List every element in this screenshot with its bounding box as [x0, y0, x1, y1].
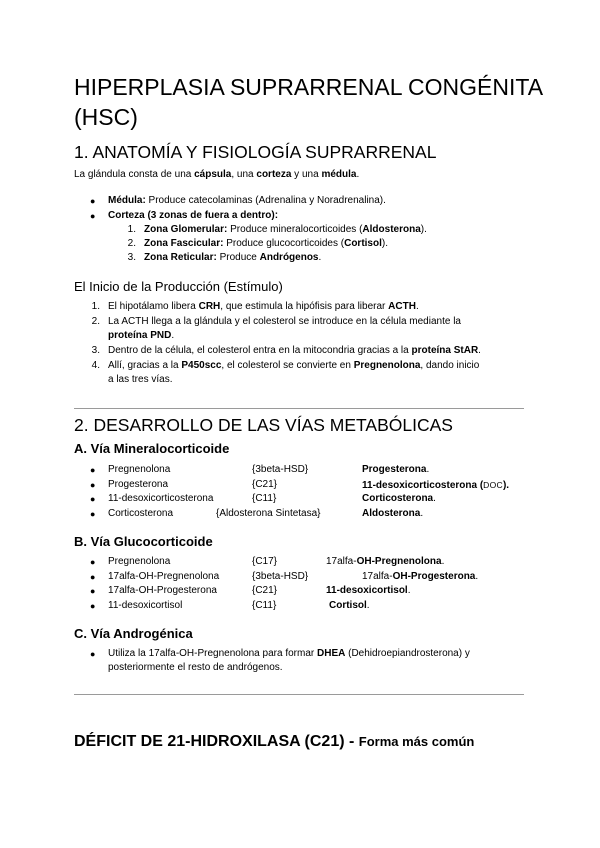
bullet-icon: ●: [90, 211, 96, 221]
gluco-to: 11-desoxicortisol.: [326, 585, 411, 596]
bullet-icon: ●: [90, 586, 96, 596]
section-divider: [74, 694, 524, 695]
list-number: 3.: [91, 345, 100, 356]
medula-item: Médula: Produce catecolaminas (Adrenalina y Noradrenalina).: [108, 195, 386, 206]
step-4-item: Allí, gracias a la P450scc, el colesterol se convierte en Pregnenolona, dando inicio: [108, 360, 480, 371]
gluco-from: 17alfa-OH-Pregnenolona: [108, 571, 220, 582]
zona-reticular-item: Zona Reticular: Produce Andrógenos.: [144, 252, 322, 263]
bullet-icon: ●: [90, 572, 96, 582]
mineral-to: Aldosterona.: [362, 508, 424, 519]
step-2-item: La ACTH llega a la glándula y el colesterol se introduce en la célula mediante la: [108, 316, 461, 327]
mineral-from: Pregnenolona: [108, 464, 171, 475]
list-number: 3.: [127, 252, 136, 263]
corteza-item: Corteza (3 zonas de fuera a dentro):: [108, 210, 279, 221]
bullet-icon: ●: [90, 480, 96, 490]
step-4-continuation: a las tres vías.: [108, 374, 173, 385]
andro-continuation: posteriormente el resto de andrógenos.: [108, 662, 283, 673]
step-3-item: Dentro de la célula, el colesterol entra en la mitocondria gracias a la proteína StAR.: [108, 345, 481, 356]
bullet-icon: ●: [90, 196, 96, 206]
gluco-heading: B. Vía Glucocorticoide: [74, 534, 213, 549]
bullet-icon: ●: [90, 494, 96, 504]
mineral-to: Corticosterona.: [362, 493, 436, 504]
mineral-enzyme: {Aldosterona Sintetasa}: [216, 508, 321, 519]
bullet-icon: ●: [90, 601, 96, 611]
section-1-heading: 1. ANATOMÍA Y FISIOLOGÍA SUPRARRENAL: [74, 142, 437, 162]
list-number: 2.: [127, 238, 136, 249]
zona-fascicular-item: Zona Fascicular: Produce glucocorticoides (Cortisol).: [144, 238, 388, 249]
mineral-heading: A. Vía Mineralocorticoide: [74, 441, 230, 456]
zona-glomerular-item: Zona Glomerular: Produce mineralocorticoides (Aldosterona).: [144, 224, 427, 235]
intro-paragraph: La glándula consta de una cápsula, una corteza y una médula.: [74, 169, 360, 180]
mineral-from: Corticosterona: [108, 508, 174, 519]
mineral-enzyme: {C11}: [252, 493, 277, 504]
deficit-heading: DÉFICIT DE 21-HIDROXILASA (C21) - Forma más común: [74, 733, 475, 750]
mineral-enzyme: {3beta-HSD}: [252, 464, 309, 475]
gluco-from: 17alfa-OH-Progesterona: [108, 585, 217, 596]
gluco-from: Pregnenolona: [108, 556, 171, 567]
andro-text: Utiliza la 17alfa-OH-Pregnenolona para formar DHEA (Dehidroepiandrosterona) y: [108, 648, 470, 659]
bullet-icon: ●: [90, 509, 96, 519]
bullet-icon: ●: [90, 465, 96, 475]
gluco-to: 17alfa-OH-Progesterona.: [362, 571, 479, 582]
bullet-icon: ●: [90, 649, 96, 659]
mineral-from: 11-desoxicorticosterona: [108, 493, 214, 504]
gluco-from: 11-desoxicortisol: [108, 600, 183, 611]
andro-heading: C. Vía Androgénica: [74, 626, 193, 641]
gluco-enzyme: {3beta-HSD}: [252, 571, 309, 582]
list-number: 1.: [127, 224, 136, 235]
gluco-to: Cortisol.: [329, 600, 370, 611]
step-2-continuation: proteína PND.: [108, 330, 175, 341]
mineral-to: Progesterona.: [362, 464, 430, 475]
bullet-icon: ●: [90, 557, 96, 567]
inicio-heading: El Inicio de la Producción (Estímulo): [74, 279, 283, 294]
mineral-enzyme: {C21}: [252, 479, 278, 490]
gluco-enzyme: {C17}: [252, 556, 278, 567]
mineral-from: Progesterona: [108, 479, 169, 490]
list-number: 2.: [91, 316, 100, 327]
step-1-item: El hipotálamo libera CRH, que estimula la hipófisis para liberar ACTH.: [108, 301, 419, 312]
document-title: HIPERPLASIA SUPRARRENAL CONGÉNITA (HSC): [74, 74, 542, 130]
list-number: 1.: [91, 301, 100, 312]
gluco-to: 17alfa-OH-Pregnenolona.: [326, 556, 445, 567]
gluco-enzyme: {C11}: [252, 600, 277, 611]
section-2-heading: 2. DESARROLLO DE LAS VÍAS METABÓLICAS: [74, 415, 453, 435]
list-number: 4.: [91, 360, 100, 371]
mineral-to: 11-desoxicorticosterona (DOC).: [362, 480, 510, 491]
gluco-enzyme: {C21}: [252, 585, 278, 596]
section-divider: [74, 408, 524, 409]
